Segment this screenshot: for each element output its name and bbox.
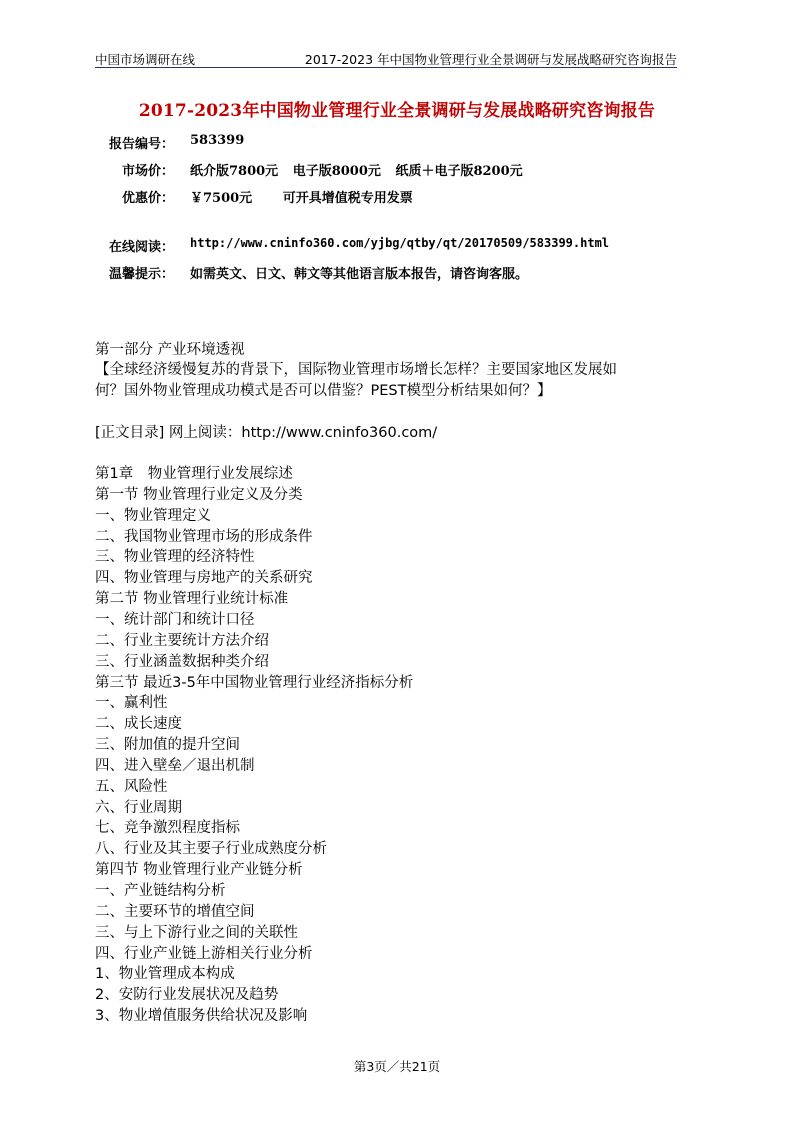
toc-item: 三、与上下游行业之间的关联性 bbox=[95, 924, 298, 941]
toc-item: 二、主要环节的增值空间 bbox=[95, 903, 255, 920]
toc-item: 五、风险性 bbox=[95, 778, 168, 795]
toc-item: 一、产业链结构分析 bbox=[95, 883, 226, 899]
report-number-label: 报告编号： bbox=[108, 137, 174, 152]
toc-item: 四、进入壁垒／退出机制 bbox=[95, 757, 255, 774]
tip-label: 温馨提示： bbox=[108, 267, 174, 282]
toc-item: 二、行业主要统计方法介绍 bbox=[95, 632, 269, 649]
invoice-note: 可开具增值税专用发票 bbox=[282, 191, 413, 206]
toc-item: 四、物业管理与房地产的关系研究 bbox=[95, 570, 313, 587]
header-site-name: 中国市场调研在线 bbox=[95, 52, 196, 67]
price-label: 市场价： bbox=[121, 164, 174, 179]
toc-item: 一、物业管理定义 bbox=[95, 507, 211, 524]
discount-price: ￥7500元 bbox=[190, 191, 253, 206]
online-label: 在线阅读： bbox=[108, 240, 174, 255]
toc-item: 第1章 物业管理行业发展综述 bbox=[95, 466, 293, 482]
toc-item: 1、物业管理成本构成 bbox=[95, 966, 235, 983]
toc-item: 第一节 物业管理行业定义及分类 bbox=[95, 486, 303, 503]
toc-item: 一、统计部门和统计口径 bbox=[95, 611, 255, 628]
toc-item: 四、行业产业链上游相关行业分析 bbox=[95, 945, 313, 962]
toc-item: 第四节 物业管理行业产业链分析 bbox=[95, 862, 303, 879]
part-description-line-2: 何？国外物业管理成功模式是否可以借鉴？PEST模型分析结果如何？】 bbox=[95, 383, 552, 399]
toc-item: 三、附加值的提升空间 bbox=[95, 737, 240, 754]
toc-item: 2、安防行业发展状况及趋势 bbox=[95, 987, 279, 1004]
online-url-link[interactable]: http://www.cninfo360.com/yjbg/qtby/qt/20170509/583399.html bbox=[190, 236, 610, 250]
part-title: 第一部分 产业环境透视 bbox=[95, 342, 245, 358]
price-electronic: 电子版8000元 bbox=[292, 164, 381, 179]
part-description-line-1: 【全球经济缓慢复苏的背景下，国际物业管理市场增长怎样？主要国家地区发展如 bbox=[95, 362, 617, 378]
header-report-title: 2017-2023 年中国物业管理行业全景调研与发展战略研究咨询报告 bbox=[304, 52, 677, 67]
toc-item: 六、行业周期 bbox=[95, 799, 182, 816]
toc-item: 第二节 物业管理行业统计标准 bbox=[95, 591, 289, 608]
price-paper: 纸介版7800元 bbox=[190, 164, 279, 179]
page-number: 第3页／共21页 bbox=[353, 1059, 441, 1074]
page-header bbox=[95, 48, 677, 68]
toc-item: 二、成长速度 bbox=[95, 716, 182, 733]
toc-item: 第三节 最近3-5年中国物业管理行业经济指标分析 bbox=[95, 674, 414, 691]
toc-online-link[interactable]: [正文目录] 网上阅读：http://www.cninfo360.com/ bbox=[95, 425, 438, 441]
toc-item: 八、行业及其主要子行业成熟度分析 bbox=[95, 841, 327, 858]
report-title: 2017-2023年中国物业管理行业全景调研与发展战略研究咨询报告 bbox=[138, 101, 656, 121]
price-both: 纸质＋电子版8200元 bbox=[395, 164, 523, 179]
toc-item: 七、竞争激烈程度指标 bbox=[95, 820, 240, 837]
discount-label: 优惠价： bbox=[121, 191, 174, 206]
header-divider bbox=[95, 67, 677, 68]
toc-item: 二、我国物业管理市场的形成条件 bbox=[95, 528, 313, 545]
toc-item: 3、物业增值服务供给状况及影响 bbox=[95, 1008, 308, 1025]
toc-item: 三、物业管理的经济特性 bbox=[95, 549, 255, 566]
report-number: 583399 bbox=[190, 133, 245, 148]
toc-item: 一、赢利性 bbox=[95, 695, 168, 712]
tip-text: 如需英文、日文、韩文等其他语言版本报告，请咨询客服。 bbox=[190, 267, 529, 282]
toc-item: 三、行业涵盖数据种类介绍 bbox=[95, 653, 269, 670]
